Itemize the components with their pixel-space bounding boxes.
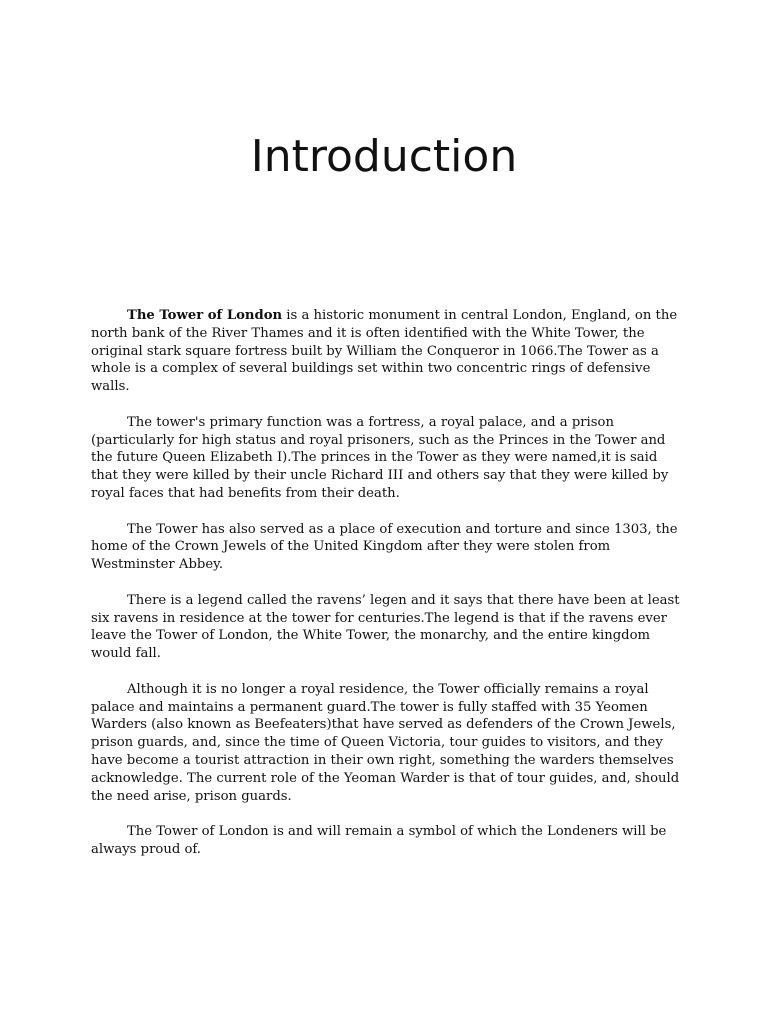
- paragraph-1: [91, 307, 683, 396]
- paragraph-5: Although it is no longer a royal residence, the Tower officially remains a royal palace and maintains a permanent guard.The tower is fully staffed with 35 Yeomen Warders (also known as Beefeaters)that have served as defenders of the Crown Jewels, prison guards, and, since the time of Queen Victoria, tour guides to visitors, and they have become a tourist attraction in their own right, something the warders themselves acknowledge. The current role of the Yeoman Warder is that of tour guides, and, should the need arise, prison guards.: [91, 681, 680, 804]
- paragraph-2: The tower's primary function was a fortress, a royal palace, and a prison (particularly for high status and royal prisoners, such as the Princes in the Tower and the future Queen Elizabeth I).The princes in the Tower as they were named,it is said that they were killed by their uncle Richard III and others say that they were killed by royal faces that had benefits from their death.: [91, 414, 669, 501]
- paragraph-1-text: is a historic monument in central London, England, on the north bank of the River Thames and it is often identified with the White Tower, the original stark square fortress built by William the Conqueror in 1066.The Tower as a whole is a complex of several buildings set within two concentric rings of defensive walls.: [91, 308, 678, 395]
- paragraph-4: There is a legend called the ravens’ legen and it says that there have been at least six ravens in residence at the tower for centuries.The legend is that if the ravens ever leave the Tower of London, the White Tower, the monarchy, and the entire kingdom would fall.: [91, 592, 680, 662]
- paragraph-3: The Tower has also served as a place of execution and torture and since 1303, the home of the Crown Jewels of the United Kingdom after they were stolen from Westminster Abbey.: [91, 521, 678, 573]
- paragraph-1-bold-lead: The Tower of London: [127, 308, 283, 323]
- page-title: Introduction: [250, 131, 518, 182]
- document-body: [91, 307, 683, 877]
- paragraph-6: The Tower of London is and will remain a symbol of which the Londeners will be always proud of.: [91, 824, 667, 857]
